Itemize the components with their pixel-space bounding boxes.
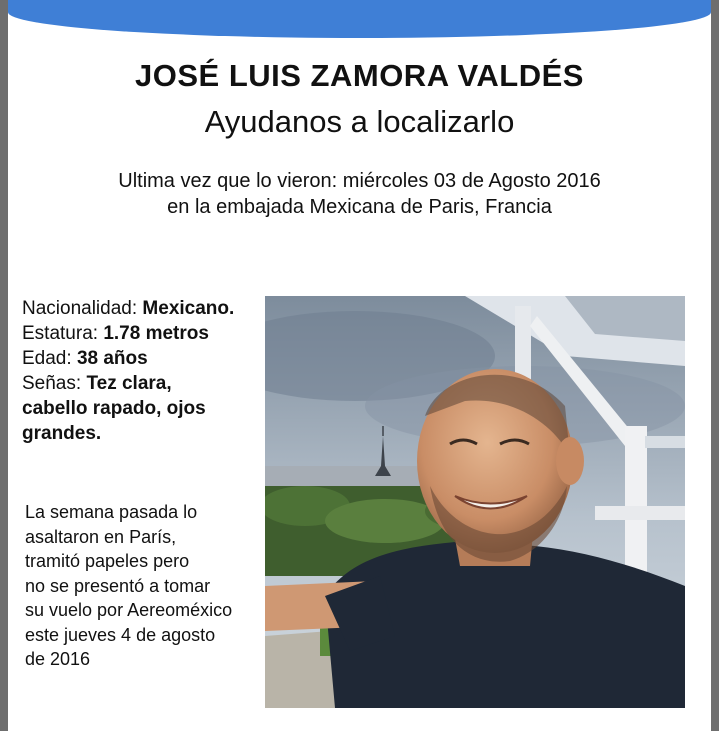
header-banner: [8, 0, 711, 38]
missing-person-poster: [8, 0, 711, 731]
marks-value-1: Tez clara,: [86, 373, 172, 394]
marks-value-3: grandes.: [22, 423, 102, 444]
story-line: de 2016: [25, 649, 91, 669]
story-line: asaltaron en París,: [25, 526, 177, 547]
last-seen-line-2: en la embajada Mexicana de Paris, Francia: [167, 196, 552, 218]
nationality-label: Nacionalidad:: [22, 298, 138, 319]
person-facts: [22, 296, 272, 446]
marks-value-2: cabello rapado, ojos: [22, 398, 206, 419]
person-photo: [265, 296, 685, 708]
story-line: La semana pasada lo: [25, 502, 198, 522]
nationality-row: [22, 296, 272, 321]
last-seen-info: [8, 168, 711, 220]
age-row: [22, 346, 272, 371]
age-value: 38 años: [76, 348, 148, 369]
poster-subtitle: Ayudanos a localizarlo: [204, 104, 515, 139]
height-label: Estatura:: [22, 323, 99, 344]
marks-label: Señas:: [22, 373, 82, 394]
marks-row: [22, 371, 272, 396]
height-row: [22, 321, 272, 346]
height-value: 1.78 metros: [103, 323, 209, 344]
nationality-value: Mexicano.: [142, 298, 235, 319]
story-line: este jueves 4 de agosto: [25, 624, 216, 645]
person-name: JOSÉ LUIS ZAMORA VALDÉS: [135, 58, 584, 93]
story-line: no se presentó a tomar: [25, 575, 211, 596]
story-line: su vuelo por Aereoméxico: [25, 600, 233, 620]
incident-story: [25, 500, 275, 672]
story-line: tramitó papeles pero: [25, 551, 190, 571]
age-label: Edad:: [22, 348, 72, 369]
last-seen-line-1: Ultima vez que lo vieron: miércoles 03 de Agosto 2016: [118, 170, 601, 192]
